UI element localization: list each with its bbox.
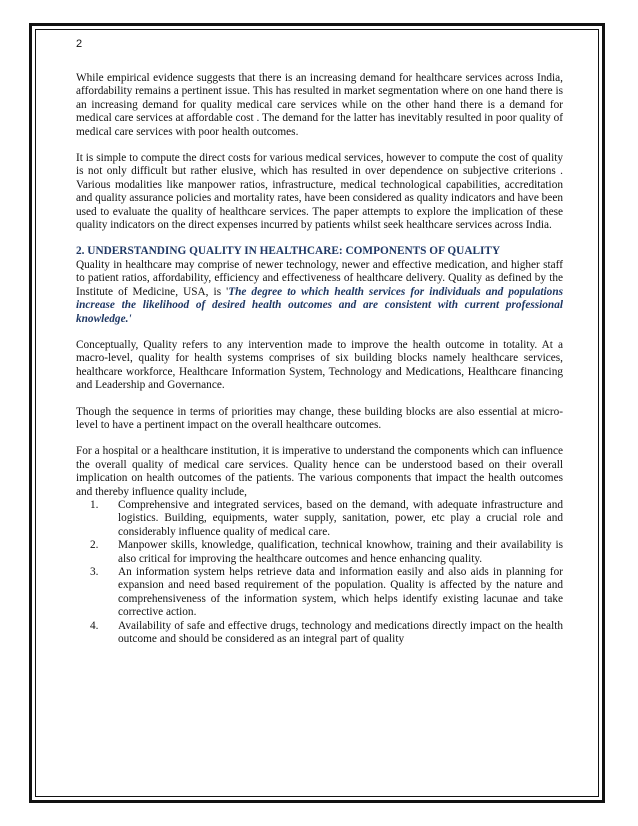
- list-item: [76, 566, 563, 620]
- document-body: [76, 72, 563, 646]
- iom-quote: The degree to which health services for individuals and populations increase the likelihood of desired health outcomes and are consistent with current professional knowledge.': [76, 285, 563, 325]
- list-item-number: 1.: [90, 498, 99, 511]
- paragraph-market-segmentation: While empirical evidence suggests that there is an increasing demand for healthcare services across India, affordability remains a pertinent issue. This has resulted in market segmentation where on one hand there is an increasing demand for quality medical care services while on the other hand there is a demand for medical care services at affordable cost . The demand for the latter has inevitably resulted in poor quality of medical care services with poor health outcomes.: [76, 72, 563, 138]
- list-item-number: 4.: [90, 619, 99, 632]
- paragraph-components-intro: For a hospital or a healthcare institution, it is imperative to understand the components which can influence the overall quality of medical care services. Quality hence can be understood based on their overall implication on health outcomes of the patients. The various components that impact the health outcomes and thereby influence quality include,: [76, 445, 563, 498]
- components-list: [76, 499, 563, 646]
- list-item: [76, 620, 563, 647]
- paragraph-building-blocks: Conceptually, Quality refers to any intervention made to improve the health outcome in totality. At a macro-level, quality for health systems comprises of six building blocks namely healthcare services, healthcare workforce, Healthcare Information System, Technology and Medications, Healthcare financing and Leadership and Governance.: [76, 338, 563, 392]
- list-item-text: An information system helps retrieve data and information easily and also aids in planning for expansion and need based requirement of the population. Quality is affected by the nature and comprehensiveness of the information system, which helps identify existing lacunae and take corrective action.: [118, 566, 563, 619]
- list-item-number: 2.: [90, 539, 99, 552]
- list-item-number: 3.: [90, 566, 99, 578]
- list-item-text: Manpower skills, knowledge, qualification, technical knowhow, training and their availability is also critical for improving the healthcare outcomes and hence enhancing quality.: [118, 539, 563, 565]
- list-item: [76, 499, 563, 539]
- list-item-text: Availability of safe and effective drugs, technology and medications directly impact on the health outcome and should be considered as an integral part of quality: [118, 619, 563, 646]
- paragraph-quality-definition: [76, 259, 563, 326]
- list-item: [76, 539, 563, 566]
- page-number: 2: [76, 38, 83, 50]
- quality-definition-text: Quality in healthcare may comprise of newer technology, newer and effective medication, and higher staff to patient ratios, affordability, efficiency and effectiveness of healthcare delivery. Quality as defined by the Institute of Medicine, USA, is ': [76, 258, 563, 298]
- paragraph-micro-level: Though the sequence in terms of priorities may change, these building blocks are also essential at micro-level to have a pertinent impact on the overall healthcare outcomes.: [76, 405, 563, 431]
- list-item-text: Comprehensive and integrated services, based on the demand, with adequate infrastructure and logistics. Building, equipments, water supply, sanitation, power, etc play a crucial role and considerably influence quality of medical care.: [118, 498, 563, 538]
- paragraph-cost-of-quality: It is simple to compute the direct costs for various medical services, however to compute the cost of quality is not only difficult but rather elusive, which has resulted in over dependence on subjective criterions . Various modalities like manpower ratios, infrastructure, medical technological capabilities, accreditation and quality assurance policies and mortality rates, have been considered as quality indicators and have been used to evaluate the quality of healthcare services. The paper attempts to explore the implication of these quality indicators on the direct expenses incurred by patients whilst seek healthcare services across India.: [76, 152, 563, 232]
- section-heading: 2. UNDERSTANDING QUALITY IN HEALTHCARE: COMPONENTS OF QUALITY: [76, 245, 501, 258]
